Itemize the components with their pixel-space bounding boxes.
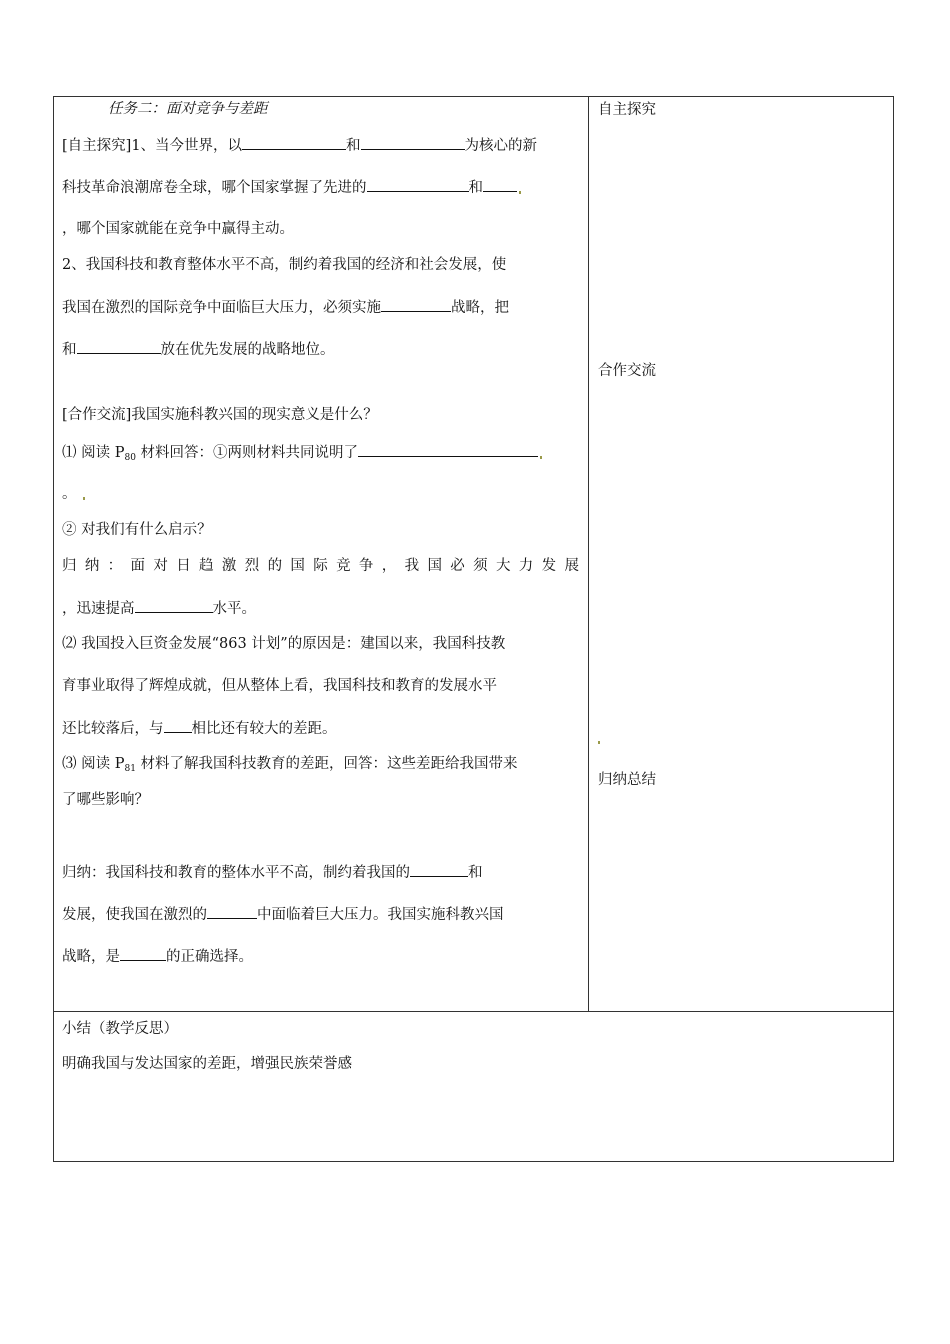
blank[interactable] [77,339,161,354]
q2-line3: 和 放在优先发展的战略地位。 [62,339,335,360]
p3-line2: 了哪些影响？ [62,792,149,808]
p2-line1: ⑵ 我国投入巨资金发展“863 计划”的原因是：建国以来，我国科技教 [62,636,506,652]
q2-line2: 我国在激烈的国际竞争中面临巨大压力，必须实施 战略，把 [62,297,509,318]
task-title: 任务二：面对竞争与差距 [108,101,268,117]
blank[interactable] [120,946,166,961]
blank[interactable] [483,177,517,192]
mark [519,191,521,194]
blank[interactable] [164,718,192,733]
mark [540,456,542,459]
q1-line2: 科技革命浪潮席卷全球，哪个国家掌握了先进的 和 [62,177,521,198]
p1-question2: ② 对我们有什么启示？ [62,522,212,538]
summary2-line1: 归纳：我国科技和教育的整体水平不高，制约着我国的 和 [62,862,483,883]
p1-line1: ⑴ 阅读 $P_{80}$ 材料回答：①两则材料共同说明了 [62,442,542,468]
q1-line3: ，哪个国家就能在竞争中赢得主动。 [62,221,294,237]
summary1-line1: 归 纳 ： 面 对 日 趋 激 烈 的 国 际 竞 争 ， 我 国 必 须 大 力 发 展 [62,558,579,574]
sidebar-label-cooperate: 合作交流 [598,363,656,379]
blank[interactable] [135,598,213,613]
summary2-line3: 战略，是 的正确选择。 [62,946,253,967]
blank[interactable] [361,135,465,150]
q1-line1: [自主探究]1、当今世界，以 和 为核心的新 [62,135,537,156]
blank[interactable] [207,904,257,919]
mark [598,741,600,744]
blank[interactable] [381,297,451,312]
summary-title: 小结（教学反思） [62,1021,178,1037]
p3-line1: ⑶ 阅读 $P_{81}$ 材料了解我国科技教育的差距，回答：这些差距给我国带来 [62,756,518,774]
sidebar-label-self-explore: 自主探究 [598,102,656,118]
blank[interactable] [358,442,538,457]
summary-content: 明确我国与发达国家的差距，增强民族荣誉感 [62,1056,352,1072]
sidebar-label-summary: 归纳总结 [598,772,656,788]
blank[interactable] [410,862,468,877]
blank[interactable] [367,177,469,192]
row-divider [53,1011,894,1012]
q2-line1: 2、我国科技和教育整体水平不高，制约着我国的经济和社会发展，使 [62,257,507,273]
p2-line2: 育事业取得了辉煌成就，但从整体上看，我国科技和教育的发展水平 [62,678,497,694]
mark [83,497,85,500]
p2-line3: 还比较落后，与 相比还有较大的差距。 [62,718,337,739]
column-divider [588,96,589,1012]
p1-line2: 。 [62,484,85,504]
summary1-line2: ，迅速提高 水平。 [62,598,256,619]
summary2-line2: 发展，使我国在激烈的 中面临着巨大压力。我国实施科教兴国 [62,904,504,925]
cooperate-question: [合作交流]我国实施科教兴国的现实意义是什么？ [62,407,378,423]
blank[interactable] [242,135,346,150]
